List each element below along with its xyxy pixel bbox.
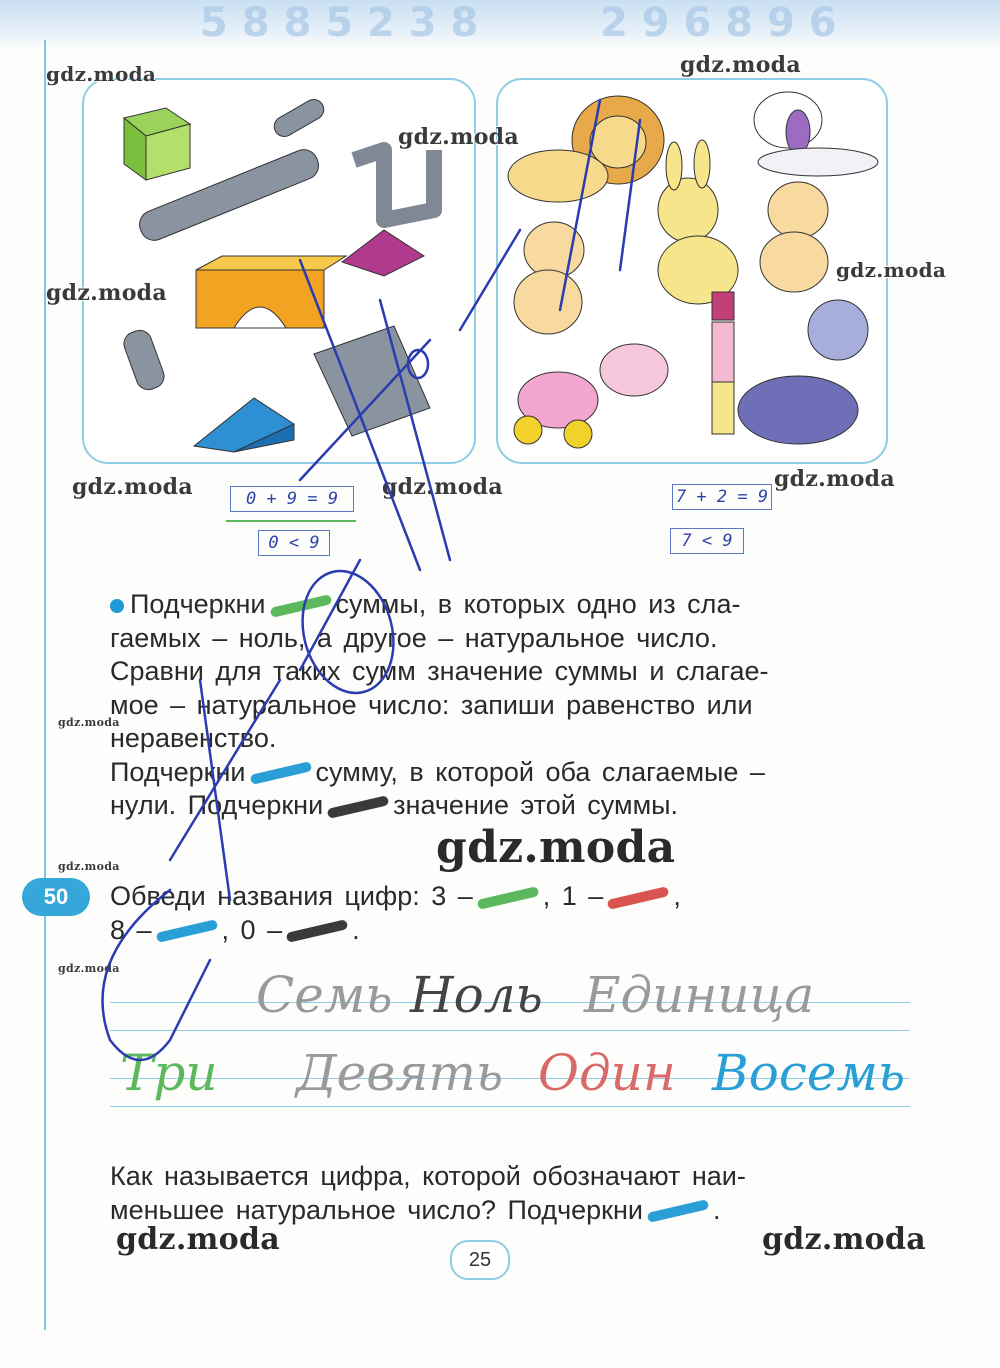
watermark: gdz.moda: [58, 716, 120, 729]
bullet-icon: [110, 599, 124, 613]
watermark: gdz.moda: [72, 474, 193, 500]
red-pen-icon: [607, 886, 670, 910]
equation-underline: [226, 520, 356, 522]
equation-box: 0 + 9 = 9: [230, 486, 354, 512]
left-margin-line: [44, 40, 46, 1330]
watermark: gdz.moda: [398, 124, 519, 150]
black-pen-icon: [327, 795, 390, 819]
blue-pen-icon: [155, 920, 218, 944]
script-word: Девять: [296, 1044, 504, 1102]
blue-pen-icon: [647, 1200, 710, 1224]
svg-text:5 8 8 5 2 3 8: 5 8 8 5 2 3 8: [200, 0, 479, 46]
watermark: gdz.moda: [116, 1222, 281, 1257]
watermark: gdz.moda: [58, 860, 120, 873]
script-word: Единица: [584, 966, 815, 1024]
numbers-pattern-decoration: [0, 0, 1000, 48]
watermark: gdz.moda: [382, 474, 503, 500]
script-word: Семь: [256, 966, 393, 1024]
ruled-line: [110, 1030, 910, 1031]
watermark: gdz.moda: [58, 962, 120, 975]
blue-pen-icon: [249, 762, 312, 786]
watermark: gdz.moda: [774, 466, 895, 492]
script-word: Восемь: [712, 1044, 906, 1102]
top-decorative-band: [0, 0, 1000, 48]
watermark: gdz.moda: [680, 52, 801, 78]
equation-box: 0 < 9: [258, 530, 330, 556]
soft-toys-picture: [496, 78, 888, 464]
green-pen-icon: [269, 594, 332, 618]
watermark: gdz.moda: [436, 822, 676, 873]
page-number: 25: [450, 1240, 510, 1280]
watermark: gdz.moda: [46, 280, 167, 306]
black-pen-icon: [286, 920, 349, 944]
equation-box: 7 < 9: [670, 528, 744, 554]
ruled-line: [110, 1106, 910, 1107]
watermark: gdz.moda: [762, 1222, 927, 1257]
question-text: Как называется цифра, которой обозначают наи- меньшее натуральное число? Подчеркни .: [110, 1161, 746, 1225]
green-pen-icon: [476, 886, 539, 910]
task-number-badge: 50: [22, 878, 90, 916]
script-word: Ноль: [410, 966, 543, 1024]
task-50-instructions: Обведи названия цифр: 3 – , 1 – , 8 – , 0 – .: [110, 881, 681, 945]
script-word: Один: [538, 1044, 676, 1102]
watermark: gdz.moda: [836, 258, 947, 282]
watermark: gdz.moda: [46, 62, 157, 86]
script-word: Три: [120, 1044, 218, 1102]
equation-box: 7 + 2 = 9: [672, 484, 772, 510]
svg-text:2 9 6 8 9 6: 2 9 6 8 9 6: [600, 0, 837, 46]
task-instructions: Подчеркни суммы, в которых одно из сла- гаемых – ноль, а другое – натуральное число. Сравни для таких сумм значение суммы и слагае- мое – натуральное число: запиши равенство или неравенство. Подчеркни сумму, в которой оба слагаемые – нули. Подчеркни значение этой суммы.: [110, 589, 769, 820]
